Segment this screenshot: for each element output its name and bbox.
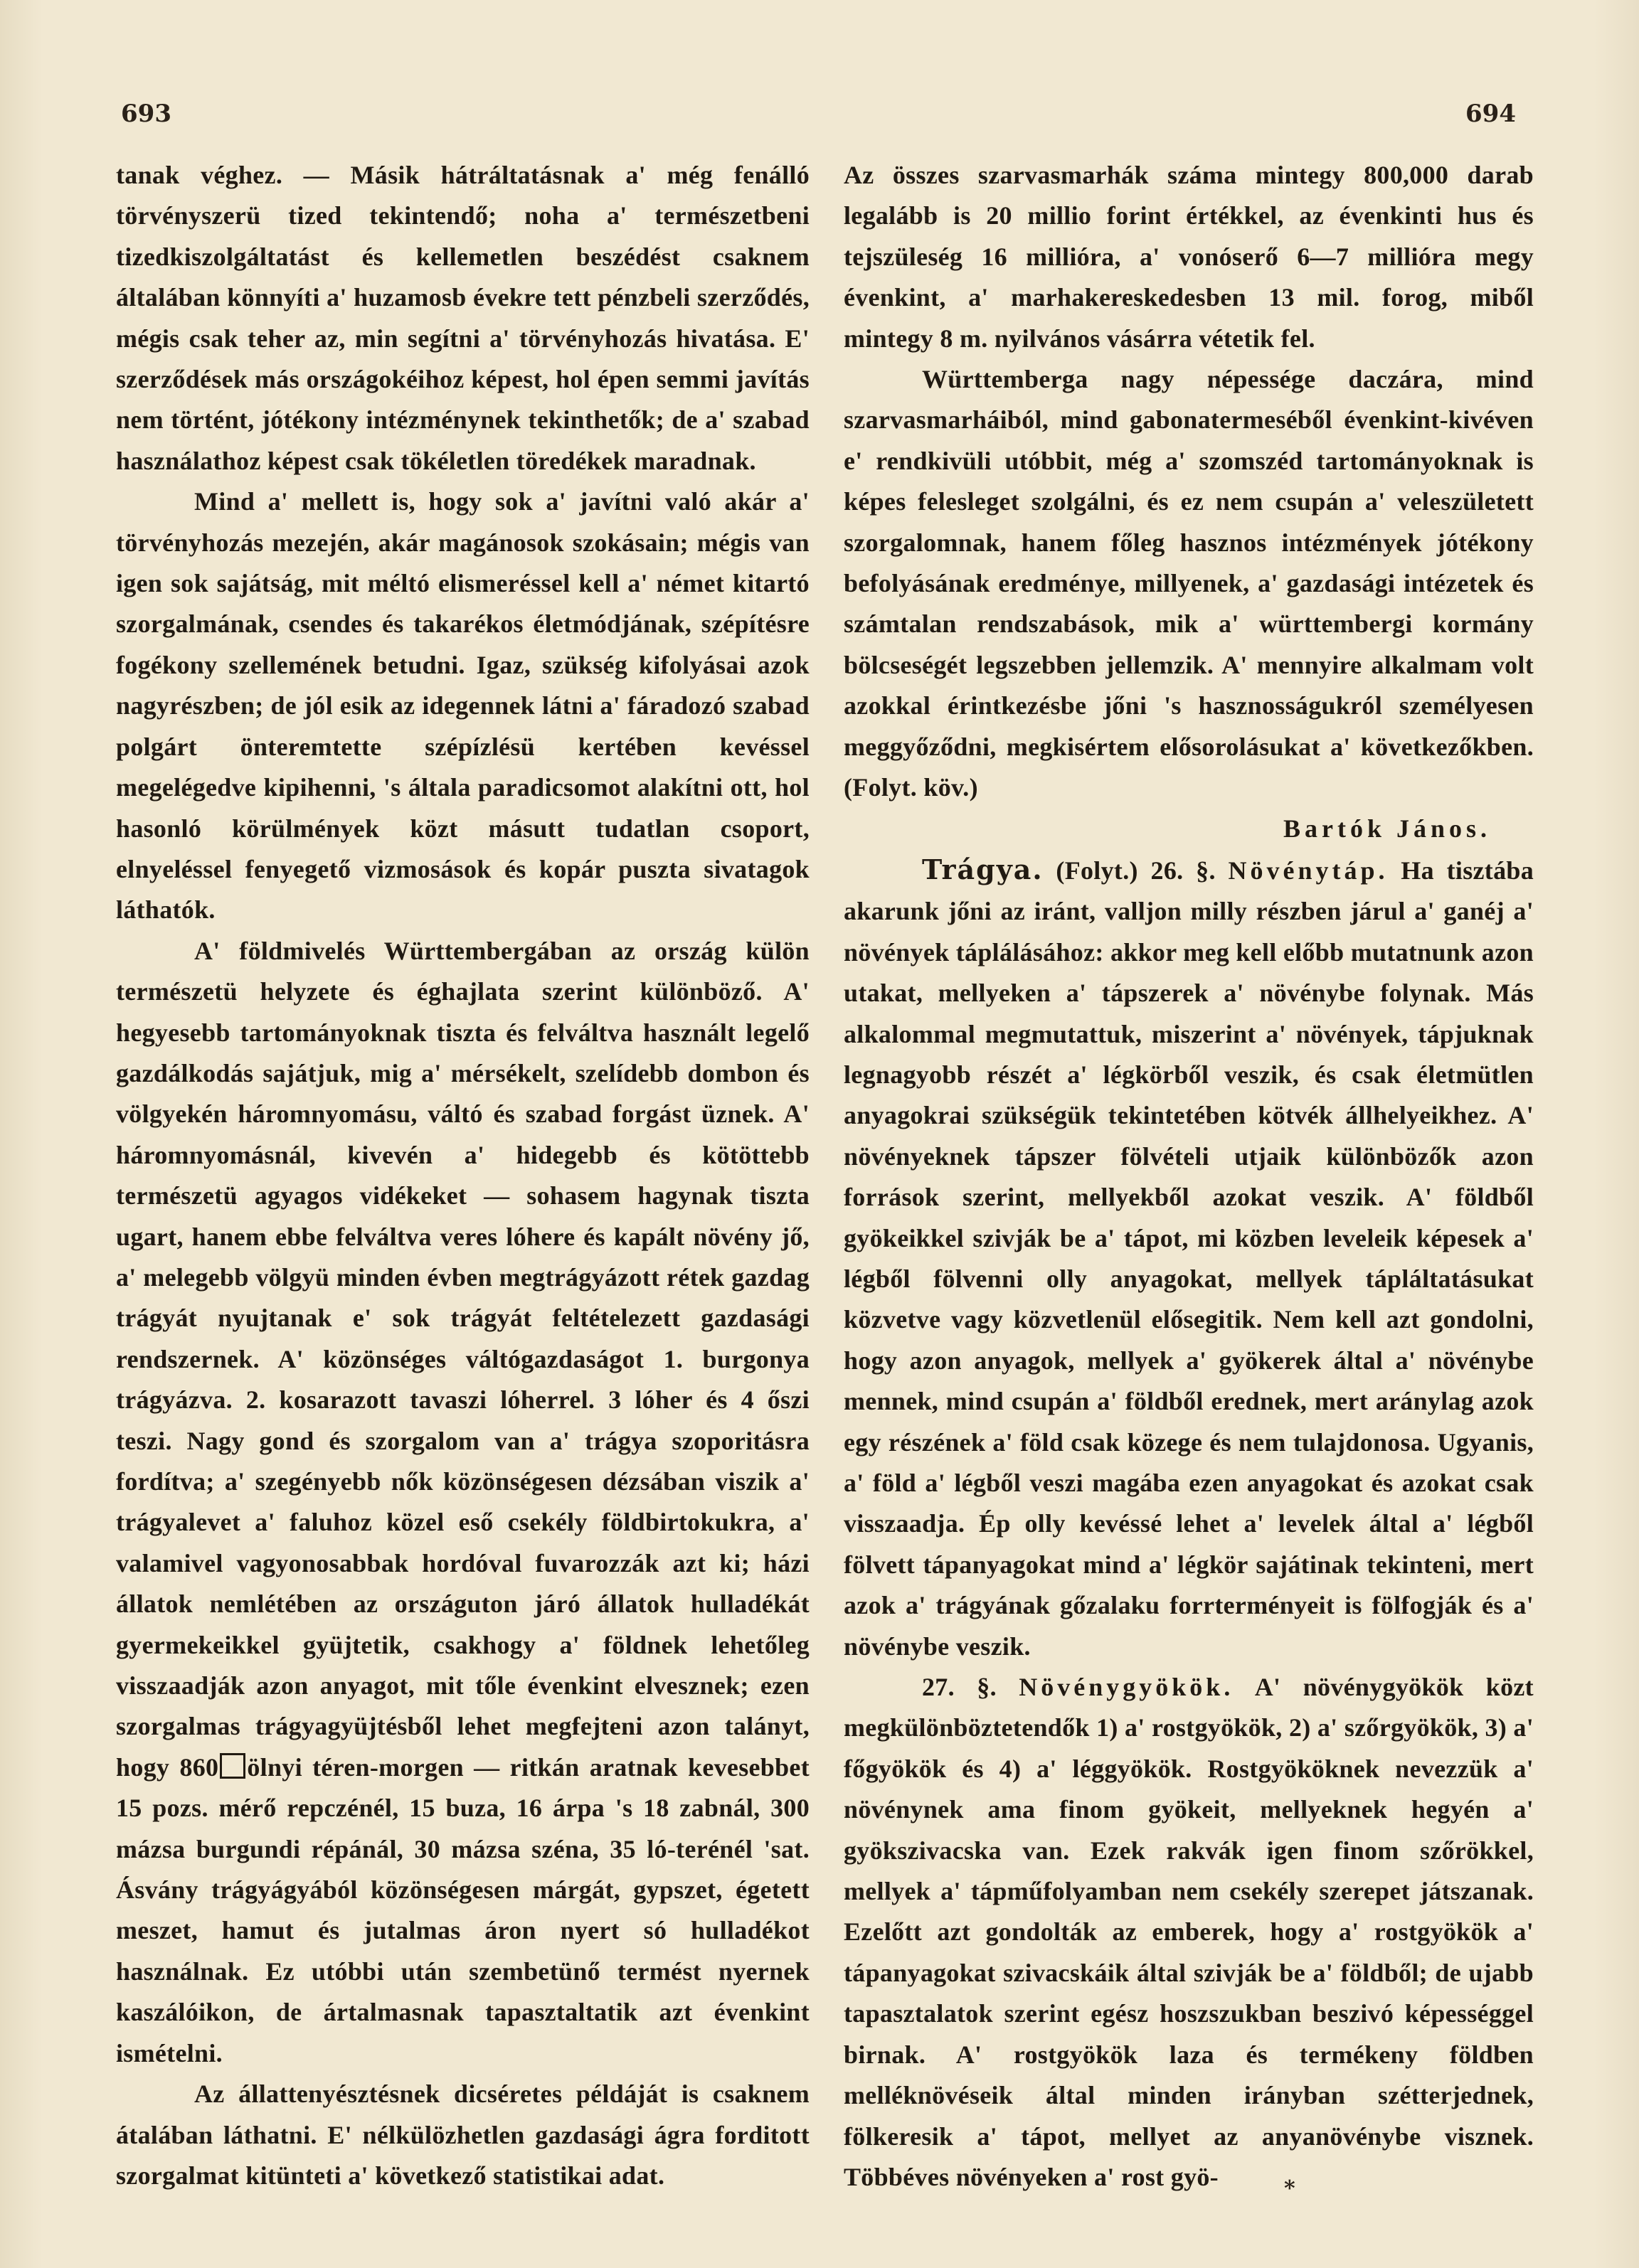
paragraph: Württemberga nagy népessége daczára, mind szarvasmarháiból, mind gabonatermeséből évenkint-kivéven e' rendkivüli utóbbit, még a' szomszéd tartományoknak is képes felesleget szolgálni, és ez nem csupán a' veleszületett szorgalomnak, hanem főleg hasznos intézmények jótékony befolyásának eredménye, millyenek, a' gazdasági intézetek és számtalan rendszabások, mik a' württembergi kormány bölcseségét legszebben jellemzik. A' mennyire alkalmam volt azokkal érintkezésbe jőni 's hasznosságukról személyesen meggyőződni, megkisértem elősorolásukat a' következőkben. (Folyt. köv.): [844, 365, 1534, 802]
subsection-title: Növénytáp.: [1228, 856, 1389, 885]
paragraph: Az állattenyésztésnek dicséretes példáját is csaknem átalában láthatni. E' nélkülözhetlen gazdasági ágra forditott szorgalmat kitünteti a' következő statistikai adat.: [116, 2080, 810, 2190]
right-column: [844, 155, 1534, 2198]
author-signature: Bartók János.: [1283, 814, 1491, 843]
section-heading: Trágya.: [922, 853, 1044, 885]
paragraph: Az összes szarvasmarhák száma mintegy 800,000 darab legalább is 20 millio forint értékkel, az évenkinti hus és tejszüleség 16 millióra, a' vonóserő 6—7 millióra megy évenkint, a' marhakereskedesben 13 mil. forog, miből mintegy 8 m. nyilvános vásárra vétetik fel.: [844, 161, 1534, 353]
paragraph-text: A' földmivelés Württembergában az ország külön természetü helyzete és éghajlata szerint különböző. A' hegyesebb tartományoknak tiszta és felváltva használt legelő gazdálkodás sajátjuk, mig a' mérsékelt, szelídebb dombon és völgyekén háromnyomásu, váltó és szabad forgást üznek. A' háromnyomásnál, kivevén a' hidegebb és kötöttebb természetü agyagos vidékeket — sohasem hagynak tiszta ugart, hanem ebbe felváltva veres lóhere és kapált növény jő, a' melegebb völgyü minden évben megtrágyázott rétek gazdag trágyát nyujtanak e' sok trágyát feltételezett gazdasági rendszernek. A' közönséges váltógazdaságot 1. burgonya trágyázva. 2. kosarazott tavaszi lóherrel. 3 lóher és 4 őszi teszi. Nagy gond és szorgalom van a' trágya szoporitásra fordítva; a' szegényebb nők közönségesen dézsában viszik a' trágyalevet a' faluhoz közel eső csekély földbirtokukra, a' valamivel vagyonosabbak hordóval fuvarozzák azt ki; házi állatok nemlétében az országuton járó állatok hulladékát gyermekeikkel gyüjtetik, csakhogy a' földnek lehetőleg visszaadják azon anyagot, mit tőle évenkint elvesznek; ezen szorgalmas trágyagyüjtésből lehet megfejteni azon talányt, hogy 860: [116, 936, 810, 1782]
subsection-title: Növénygyökök.: [1019, 1673, 1234, 1702]
signature-mark: *: [1284, 2176, 1295, 2201]
section-lead: 27. §.: [922, 1673, 997, 1702]
paragraph: Mind a' mellett is, hogy sok a' javítni való akár a' törvényhozás mezején, akár magánosok szokásain; mégis van igen sok sajátság, mit méltó elismeréssel kell a' német kitartó szorgalmának, csendes és takarékos életmódjának, szépítésre fogékony szellemének betudni. Igaz, szükség kifolyásai azok nagyrészben; de jól esik az idegennek látni a' fáradozó szabad polgárt önteremtette szépízlésü kertében kevéssel megelégedve kipihenni, 's általa paradicsomot alakítni ott, hol hasonló körülmények közt másutt tudatlan csoport, elnyeléssel fenyegető vizmosások és kopár puszta sivatagok láthatók.: [116, 487, 810, 925]
section-lead: (Folyt.) 26. §.: [1056, 856, 1216, 885]
left-column: [116, 155, 810, 2196]
page-number-left: 693: [121, 100, 171, 128]
paragraph-text: Ha tisztába akarunk jőni az iránt, valljon milly részben járul a' ganéj a' növények táplálásához: akkor meg kell előbb mutatnunk azon utakat, mellyeken a' tápszerek a' növénybe folynak. Más alkalommal megmutattuk, miszerint a' növények, tápjuknak legnagyobb részét a' légkörből veszik, és csak életmütlen anyagokrai szükségük tekintetében kötvék állhelyeikhez. A' növényeknek tápszer fölvételi utjaik különbözők azon források szerint, mellyekből azokat veszik. A' földből gyökeikkel szivják be a' tápot, mi közben leveleik képesek a' légből fölvenni olly anyagokat, mellyek tápláltatásukat közvetve vagy közvetlenül elősegitik. Nem kell azt gondolni, hogy azon anyagok, mellyek a' gyökerek által a' növénybe mennek, mind csupán a' földből erednek, mert aránylag azok egy részének a' föld csak közege és nem tulajdonosa. Ugyanis, a' föld a' légből veszi magába ezen anyagokat és azokat csak visszaadja. Ép olly kevéssé lehet a' levelek által a' légből fölvett tápanyagokat mind a' légkör sajátinak tekinteni, mert azok a' trágyának gőzalaku forrterményeit is fölfogják és a' növénybe veszik.: [844, 856, 1534, 1661]
paragraph: [844, 1667, 1534, 2198]
page-number-right: 694: [1465, 100, 1516, 128]
paragraph: [116, 931, 810, 2074]
paragraph: tanak véghez. — Másik hátráltatásnak a' még fenálló törvényszerü tized tekintendő; noha a' természetbeni tizedkiszolgáltatást és kellemetlen beszédést csaknem általában könnyíti a' huzamosb évekre tett pénzbeli szerződés, mégis csak teher az, min segítni a' törvényhozás hivatása. E' szerződések más országokéihoz képest, hol épen semmi javítás nem történt, jótékony intézménynek tekinthetők; de a' szabad használathoz képest csak tökéletlen töredékek maradnak.: [116, 161, 810, 475]
paragraph: [844, 849, 1534, 1667]
square-symbol-icon: [220, 1753, 245, 1779]
paragraph-text: ölnyi téren-morgen — ritkán aratnak kevesebbet 15 pozs. mérő repczénél, 15 buza, 16 árpa 's 18 zabnál, 300 mázsa burgundi répánál, 30 mázsa széna, 35 ló-terénél 'sat. Ásvány trágyágyából közönségesen márgát, gypszet, égetett meszet, hamut és jutalmas áron nyert só hulladékot használnak. Ez utóbbi után szembetünő termést nyernek kaszálóikon, de ártalmasnak tapasztaltatik azt évenkint ismételni.: [116, 1752, 810, 2067]
paragraph-text: A' növénygyökök közt megkülönböztetendők 1) a' rostgyökök, 2) a' szőrgyökök, 3) a' főgyökök és 4) a' léggyökök. Rostgyököknek nevezzük a' növénynek ama finom gyökeit, mellyeknek hegyén a' gyökszivacska van. Ezek rakvák igen finom szőrökkel, mellyek a' tápműfolyamban nem csekély szerepet játszanak. Ezelőtt azt gondolták az emberek, hogy a' rostgyökök a' tápanyagokat szivacskáik által szivják be a' földből; de ujabb tapasztalatok szerint egész hoszszukban beszivó képességgel birnak. A' rostgyökök laza és termékeny földben melléknövéseik által minden irányban szétterjednek, fölkeresik a' tápot, mellyet az anyanövénybe visznek. Többéves növényeken a' rost gyö-: [844, 1673, 1534, 2191]
